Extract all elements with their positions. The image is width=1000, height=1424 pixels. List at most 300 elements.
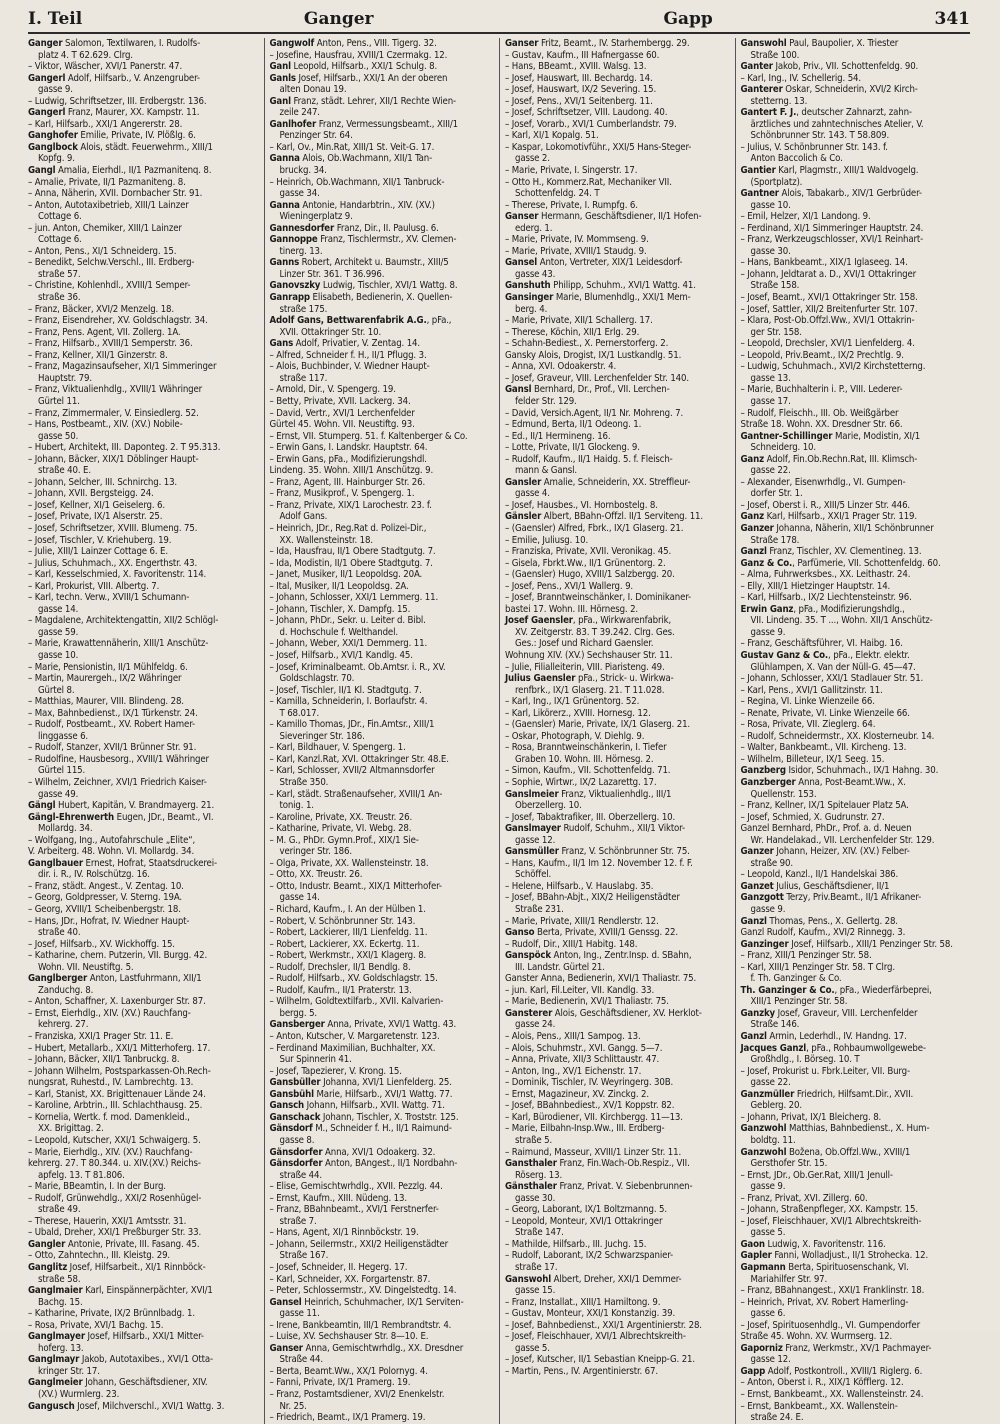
entry-surname: Gansterer: [505, 1007, 553, 1019]
directory-entry-line: – Irene, Bankbeamtin, III/1 Rembrandtstr. 4.: [269, 1319, 452, 1331]
directory-entry-line: – Franz, Installat., XIII/1 Hamiltong. 9.: [505, 1296, 661, 1308]
directory-entry-line: – Josef, Tabaktrafiker, III. Oberzellerg. 10.: [505, 811, 676, 823]
directory-entry-line: Ganns Robert, Architekt u. Baumstr., XIII/5: [269, 257, 449, 269]
directory-entry-line: platz 4. T 62.629. Clrg.: [38, 49, 133, 61]
directory-entry-line: Ganser Fritz, Beamt., IV. Starhembergg. 29.: [505, 38, 690, 49]
directory-entry-line: – Karl, XI/1 Kopalg. 51.: [505, 130, 599, 142]
directory-entry-line: – M. G., PhDr. Gymn.Prof., XIX/1 Sie-: [269, 834, 419, 846]
running-head-first: Ganger: [303, 9, 374, 29]
directory-entry-line: Gantner Alois, Tabakarb., XIV/1 Gerbrüder-: [740, 188, 922, 200]
directory-entry-line: – Marie, Private, XIII/1 Rendlerstr. 12.: [505, 915, 659, 927]
directory-entry-line: – Wolfgang, Ing., Autofahrschule „Elite“,: [28, 834, 196, 846]
directory-entry-line: Gantner-Schillinger Marie, Modistin, XI/1: [740, 430, 921, 442]
directory-entry-line: T 68.017.: [279, 707, 320, 719]
directory-entry-line: XVII. Ottakringer Str. 10.: [279, 326, 382, 338]
directory-entry-line: – Friedrich, Beamt., IX/1 Pramerg. 19.: [269, 1412, 426, 1424]
directory-entry-line: – Alois, Pens., XIII/1 Sampog. 13.: [505, 1031, 641, 1043]
directory-entry-line: – Franz, Werkzeugschlosser, XVI/1 Reinhart-: [740, 234, 924, 246]
directory-entry-line: – Rudolf, Laborant, IX/2 Schwarzspanier-: [505, 1250, 674, 1262]
directory-entry-line: – Josef, Bahnbedienst., XXI/1 Argentinierstr. 28.: [505, 1319, 702, 1331]
directory-entry-line: Erwin Ganz, pFa., Modifizierungshdlg.,: [740, 603, 905, 615]
directory-entry-line: – Rosa, Branntweinschänkerin, I. Tiefer: [505, 742, 667, 754]
directory-entry-line: gasse 10.: [38, 649, 79, 661]
directory-entry-line: V. Arbeiterg. 48. Wohn. VI. Mollardg. 34.: [28, 846, 195, 858]
entry-surname: Ganzl: [740, 546, 767, 558]
directory-entry-line: Ganzet Julius, Geschäftsdiener, II/1: [740, 880, 890, 892]
directory-entry-line: Wieningerplatz 9.: [279, 211, 353, 223]
directory-entry-line: – Franz, Viktualienhdlg., XVIII/1 Währinger: [28, 384, 203, 396]
directory-entry-line: Wr. Handelakad., VII. Lerchenfelder Str. 129.: [750, 834, 935, 846]
directory-entry-line: Ganghofer Emilie, Private, IV. Plößlg. 6.: [28, 130, 196, 142]
entry-surname: Gantier: [740, 165, 776, 177]
directory-entry-line: – Franz, Magazinsaufseher, XI/1 Simmeringer: [28, 361, 217, 373]
directory-entry-line: – Marie, BBeamtin, I. In der Burg.: [28, 1181, 166, 1193]
directory-entry-line: – Johann, Seilermstr., XXI/2 Heiligenstädter: [269, 1238, 449, 1250]
directory-entry-line: – Josef, Graveur, VIII. Lerchenfelder Str. 140.: [505, 372, 689, 384]
directory-entry-line: – Josef, Kriminalbeamt. Ob.Amtsr. i. R., XV.: [269, 661, 446, 673]
directory-entry-line: (Sportplatz).: [750, 176, 803, 188]
directory-entry-line: – Julius, Schuhmach., XX. Engerthstr. 43.: [28, 557, 198, 569]
directory-entry-line: Großhdlg., I. Börseg. 10. T: [750, 1054, 860, 1066]
directory-entry-line: Gersthofer Str. 15.: [750, 1158, 828, 1170]
directory-entry-line: – Karl, Kesselschmied, X. Favoritenstr. 114.: [28, 569, 207, 581]
entry-surname: Gangl: [28, 165, 56, 177]
directory-entry-line: – Franz, BBahnbeamt., XVI/1 Ferstnerfer-: [269, 1204, 439, 1216]
directory-entry-line: Ganter Jakob, Priv., VII. Schottenfeldg. 90.: [740, 61, 919, 73]
entry-surname: Gantner-Schillinger: [740, 430, 833, 442]
directory-entry-line: – Franz, Kellner, XII/1 Ginzerstr. 8.: [28, 349, 168, 361]
directory-entry-line: – Johann, Bäcker, XII/1 Tanbruckg. 8.: [28, 1054, 180, 1066]
directory-entry-line: – Franz, Geschäftsführer, VI. Haibg. 16.: [740, 638, 903, 650]
entry-surname: Gänsdorf: [269, 1123, 313, 1135]
directory-entry-line: – Martin, Maurergeh., IX/2 Währinger: [28, 673, 182, 685]
entry-surname: Ganns: [269, 257, 300, 269]
entry-surname: Gapmann: [740, 1261, 786, 1273]
directory-entry-line: – Anton, Oberst i. R., XIX/1 Köfflerg. 12.: [740, 1377, 904, 1389]
directory-entry-line: Straße 178.: [750, 534, 800, 546]
directory-entry-line: Gansmüller Franz, V. Schönbrunner Str. 75.: [505, 846, 690, 858]
directory-entry-line: Gansel Anton, Vertreter, XIX/1 Leidesdorf-: [505, 257, 683, 269]
entry-surname: Ganswohl: [740, 38, 787, 49]
directory-entry-line: – Ludwig, Schriftsetzer, III. Erdbergstr. 136.: [28, 95, 207, 107]
directory-entry-line: gasse 22.: [750, 465, 791, 477]
directory-entry-line: – Katharine, chem. Putzerin, VII. Burgg. 42.: [28, 950, 208, 962]
directory-entry-line: – Johann, Weber, XXI/1 Demmerg. 11.: [269, 638, 428, 650]
directory-entry-line: gasse 12.: [750, 1354, 791, 1366]
directory-entry-line: III. Landstr. Gürtel 21.: [515, 961, 605, 973]
directory-entry-line: Julius Gaensler pFa., Strick- u. Wirkwa-: [505, 673, 674, 685]
directory-entry-line: – Franz, Kellner, IX/1 Spitelauer Platz 5A.: [740, 800, 909, 812]
directory-entry-line: Ganzinger Josef, Hilfsarb., XIII/1 Penzinger Str. 58.: [740, 938, 953, 950]
directory-entry-line: – Josef, Kutscher, II/1 Sebastian Kneipp-G. 21.: [505, 1354, 695, 1366]
directory-entry-line: – Elise, Gemischtwrhdlg., XVII. Pezzlg. 44.: [269, 1181, 443, 1193]
directory-entry-line: – Karl, Hilfsarb., IX/2 Liechtensteinstr. 96.: [740, 592, 912, 604]
directory-entry-line: – Johann, Tischler, X. Dampfg. 15.: [269, 603, 411, 615]
directory-entry-line: Gänsler Albert, BBahn-Offzl. II/1 Serviteng. 11.: [505, 511, 703, 523]
directory-entry-line: – Hubert, Architekt, III. Daponteg. 2. T 95.313.: [28, 442, 221, 454]
directory-entry-line: Gansberger Anna, Private, XVI/1 Wattg. 43.: [269, 1019, 457, 1031]
entry-surname: Gangwolf: [269, 38, 315, 49]
directory-entry-line: – Hans, Bankbeamt., XIX/1 Iglaseeg. 14.: [740, 257, 908, 269]
directory-entry-line: Ganzgott Terzy, Priv.Beamt., II/1 Afrikaner-: [740, 892, 922, 904]
directory-entry-line: – Franz, Pens. Agent, VII. Zollerg. 1A.: [28, 326, 181, 338]
directory-entry-line: gasse 9.: [750, 626, 786, 638]
directory-entry-line: – Johann, Jeldtarat a. D., XVI/1 Ottakringer: [740, 268, 917, 280]
directory-entry-line: Ganz & Co., Parfümerie, VII. Schottenfeldg. 60.: [740, 557, 941, 569]
directory-entry-line: Ganzwohl Božena, Ob.Offzl.Ww., XVIII/1: [740, 1146, 911, 1158]
directory-entry-line: Gangerl Adolf, Hilfsarb., V. Anzengruber-: [28, 72, 200, 84]
directory-entry-line: – Anton, Ing., XV/1 Eichenstr. 17.: [505, 1065, 642, 1077]
directory-entry-line: Straße 146.: [750, 1019, 800, 1031]
entry-surname: Gansl: [505, 384, 532, 396]
directory-entry-line: – Marie, Eierhdlg., XIV. (XV.) Rauchfang-: [28, 1146, 193, 1158]
directory-entry-line: – Leopold, Monteur, XVI/1 Ottakringer: [505, 1215, 663, 1227]
entry-surname: Ganzet: [740, 880, 774, 892]
directory-entry-line: – Kamillo Thomas, JDr., Fin.Amtsr., XIII/1: [269, 719, 435, 731]
directory-entry-line: Ganglmayer Josef, Hilfsarb., XXI/1 Mitter-: [28, 1331, 204, 1343]
directory-entry-line: – Wilhelm, Billeteur, IX/1 Seeg. 15.: [740, 753, 885, 765]
directory-entry-line: – David, Versich.Agent, II/1 Nr. Mohreng. 7.: [505, 407, 684, 419]
entry-surname: Ganl: [269, 61, 291, 73]
directory-entry-line: – Otto, Industr. Beamt., XIX/1 Mitterhofer-: [269, 880, 442, 892]
directory-entry-line: Ganster Anna, Bedienerin, XVI/1 Thaliastr. 75.: [505, 973, 697, 985]
directory-entry-line: gasse 30.: [515, 1192, 556, 1204]
directory-entry-line: straße 7.: [279, 1215, 317, 1227]
directory-entry-line: dorfer Str. 1.: [750, 488, 803, 500]
directory-entry-line: Gangler Antonie, Private, III. Fasang. 45.: [28, 1238, 200, 1250]
directory-entry-line: Ganswohl Albert, Dreher, XXI/1 Demmer-: [505, 1273, 682, 1285]
directory-entry-line: – Franz, Privat, XVI. Zillerg. 60.: [740, 1192, 868, 1204]
directory-entry-line: dir. i. R., IV. Rolschützg. 16.: [38, 869, 150, 881]
directory-entry-line: – Josef, Schriftsetzer, XVIII. Blumeng. 75.: [28, 522, 198, 534]
directory-entry-line: – Ital, Musiker, II/1 Leopoldsg. 2A.: [269, 580, 409, 592]
directory-entry-line: – Elly, XIII/1 Hietzinger Hauptstr. 14.: [740, 580, 891, 592]
directory-entry-line: gasse 49.: [38, 788, 79, 800]
directory-entry-line: – Leopold, Priv.Beamt., IX/2 Prechtlg. 9.: [740, 349, 904, 361]
directory-entry-line: Gapler Fanni, Wolladjust., II/1 Strohecka. 12.: [740, 1250, 929, 1262]
directory-entry-line: – Rudolf, Fleischh., III. Ob. Weißgärber: [740, 407, 899, 419]
directory-entry-line: Ganzberg Isidor, Schuhmach., IX/1 Hahng. 30.: [740, 765, 939, 777]
directory-entry-line: straße 24. E.: [750, 1412, 804, 1424]
directory-entry-line: – Rudolf, Hilfsarb., XV. Goldschlagstr. 15.: [269, 973, 438, 985]
directory-entry-line: – Rudolf, Stanzer, XVII/1 Brünner Str. 91.: [28, 742, 197, 754]
directory-entry-line: Ganterer Oskar, Schneiderin, XVI/2 Kirch-: [740, 84, 918, 96]
directory-entry-line: kehrerg. 27.: [38, 1019, 89, 1031]
directory-entry-line: – Hans, BBeamt., XVIII. Walsg. 13.: [505, 61, 647, 73]
directory-entry-line: gasse 12.: [515, 834, 556, 846]
directory-entry-line: – Ernst, Kaufm., XIII. Nüdeng. 13.: [269, 1192, 407, 1204]
entry-surname: Ganschack: [269, 1111, 321, 1123]
entry-surname: Gängl-Ehrenwerth: [28, 811, 115, 823]
directory-entry-line: – Marie, Private, I. Singerstr. 17.: [505, 165, 638, 177]
directory-entry-line: Ganzberger Anna, Post-Beamt.Ww., X.: [740, 777, 906, 788]
directory-entry-line: Gangwolf Anton, Pens., VIII. Tigerg. 32.: [269, 38, 437, 49]
directory-entry-line: Hauptstr. 79.: [38, 372, 92, 384]
directory-entry-line: Mariahilfer Str. 97.: [750, 1273, 828, 1285]
directory-entry-line: – Kaspar, Lokomotivführ., XXI/5 Hans-Steger-: [505, 141, 692, 153]
directory-entry-line: – Robert, V. Schönbrunner Str. 143.: [269, 915, 416, 927]
directory-entry-line: Josef Gaensler, pFa., Wirkwarenfabrik,: [505, 615, 672, 627]
directory-entry-line: – Matthias, Maurer, VIII. Blindeng. 28.: [28, 696, 184, 708]
directory-entry-line: – Josef, Hausbes., VI. Hornbostelg. 8.: [505, 499, 658, 511]
directory-entry-line: Ganl Franz, städt. Lehrer, XII/1 Rechte Wien-: [269, 95, 456, 107]
directory-entry-line: Ganso Berta, Private, XVIII/1 Genssg. 22.: [505, 927, 678, 939]
directory-entry-line: Linzer Str. 361. T 36.996.: [279, 268, 385, 280]
directory-entry-line: – Emilie, Juliusg. 10.: [505, 534, 589, 546]
directory-entry-line: Schönbrunner Str. 143. T 58.809.: [750, 130, 890, 142]
entry-surname: Ganzky: [740, 1007, 776, 1019]
directory-entry-line: – Robert, Lackierer, XX. Eckertg. 11.: [269, 938, 420, 950]
directory-entry-line: – Rudolf, Drechsler, II/1 Bendlg. 8.: [269, 961, 411, 973]
directory-entry-line: – Ubald, Dreher, XXI/1 Preßburger Str. 33.: [28, 1227, 202, 1239]
directory-entry-line: – Emil, Helzer, XI/1 Landong. 9.: [740, 211, 871, 223]
directory-entry-line: Gansel Heinrich, Schuhmacher, IX/1 Serviten-: [269, 1296, 464, 1308]
directory-entry-line: Ges.: Josef und Richard Gaensler.: [515, 638, 654, 650]
directory-entry-line: – Erwin Gans, I. Landskr. Hauptstr. 64.: [269, 442, 428, 454]
directory-entry-line: – Luise, XV. Sechshauser Str. 8—10. E.: [269, 1331, 429, 1343]
directory-entry-line: – Sophie, Wirtwr., IX/2 Lazarettg. 17.: [505, 777, 657, 788]
directory-entry-line: stetterng. 13.: [750, 95, 808, 107]
directory-entry-line: – Franz, Postamtsdiener, XVI/2 Enenkelstr.: [269, 1388, 445, 1400]
directory-entry-line: – Dominik, Tischler, IV. Weyringerg. 30B.: [505, 1077, 674, 1089]
directory-entry-line: – Martin, Pens., IV. Argentinierstr. 67.: [505, 1365, 658, 1377]
directory-entry-line: Ganschack Johann, Tischler, X. Troststr. 125.: [269, 1111, 459, 1123]
directory-entry-line: – Heinrich, Privat, XV. Robert Hamerling-: [740, 1296, 909, 1308]
entry-surname: Ganzl: [740, 1031, 767, 1043]
directory-entry-line: Ganslmayer Rudolf, Schuhm., XII/1 Viktor-: [505, 823, 685, 835]
entry-surname: Gannoppe: [269, 234, 318, 246]
directory-entry-line: Gapp Adolf, Postkontroll., XVIII/1 Riglerg. 6.: [740, 1365, 923, 1377]
directory-entry-line: Gangl Amalia, Eierhdl., II/1 Pazmanitenq. 8.: [28, 165, 212, 177]
directory-entry-line: – Janet, Musiker, II/1 Leopoldsg. 20A.: [269, 569, 423, 581]
directory-entry-line: – Kornelia, Wertk. f. mod. Damenkleid.,: [28, 1111, 190, 1123]
directory-entry-line: – Arnold, Dir., V. Spengerg. 19.: [269, 384, 396, 396]
directory-entry-line: Ganzer Johann, Heizer, XIV. (XV.) Felber-: [740, 846, 910, 858]
directory-entry-line: – Josef, Schneider, II. Hegerg. 17.: [269, 1261, 408, 1273]
directory-entry-line: – Franz, Hilfsarb., XVIII/1 Semperstr. 36.: [28, 338, 193, 350]
directory-entry-line: – Josef, Fleischhauer, XVI/1 Albrechtskreith-: [505, 1331, 686, 1343]
directory-entry-line: boldtg. 11.: [750, 1134, 796, 1146]
directory-entry-line: – Josef, Hauswart, IX/2 Severing. 15.: [505, 84, 657, 96]
directory-entry-line: Gürtel 115.: [38, 765, 86, 777]
entry-surname: Gaporniz: [740, 1342, 783, 1354]
directory-entry-line: – Rudolf, Dir., XIII/1 Habitg. 148.: [505, 938, 638, 950]
directory-entry-line: – Klara, Post-Ob.Offzl.Ww., XVI/1 Ottakrin-: [740, 315, 915, 327]
directory-entry-line: Kopfg. 9.: [38, 153, 75, 165]
directory-entry-line: nungsrat, Ruhestd., IV. Lambrechtg. 13.: [28, 1077, 194, 1089]
entry-surname: Gustav Ganz & Co.: [740, 649, 829, 661]
directory-entry-line: – Johann Wilhelm, Postsparkassen-Oh.Rech-: [28, 1065, 211, 1077]
entry-surname: Gantert F. J.: [740, 107, 797, 119]
directory-entry-line: – Schahn-Bediest., X. Pernerstorferg. 2.: [505, 338, 669, 350]
page-header: [28, 6, 970, 34]
directory-entry-line: Ganswohl Paul, Baupolier, X. Triester: [740, 38, 899, 49]
directory-entry-line: Adolf Gans.: [279, 511, 328, 523]
directory-entry-line: Gustav Ganz & Co., pFa., Elektr. elektr.: [740, 649, 910, 661]
entry-surname: Ganls: [269, 72, 296, 84]
directory-entry-line: – Josef, Schmied, X. Gudrunstr. 27.: [740, 811, 885, 823]
directory-entry-line: – jun. Karl, Fil.Leiter, VII. Kandlg. 33.: [505, 984, 655, 996]
directory-entry-line: Mollardg. 34.: [38, 823, 93, 835]
directory-entry-line: – Ernst, Bankbeamt., XX. Wallenstein-: [740, 1400, 898, 1412]
entry-surname: Gapp: [740, 1365, 766, 1377]
directory-entry-line: – Ernst, Eierhdlg., XIV. (XV.) Rauchfang-: [28, 1007, 191, 1019]
entry-surname: Ganna: [269, 199, 300, 211]
directory-entry-line: – Karl, Prokurist, VIII. Albertg. 7.: [28, 580, 160, 592]
directory-entry-line: ger Str. 158.: [750, 326, 802, 338]
entry-surname: Gantner: [740, 188, 779, 200]
entry-surname: Ganslmeier: [505, 788, 559, 800]
entry-surname: Th. Ganzinger & Co.: [740, 984, 835, 996]
entry-surname: Ganger: [28, 38, 63, 49]
entry-surname: Gangusch: [28, 1400, 75, 1412]
entry-surname: Ganglmaier: [28, 1285, 83, 1297]
directory-entry-line: – Josef, Oberst i. R., XIII/5 Linzer Str. 446.: [740, 499, 911, 511]
entry-surname: Ganlhofer: [269, 118, 317, 130]
directory-entry-line: – Ed., II/1 Hermineng. 16.: [505, 430, 611, 442]
directory-entry-line: Gannesdorfer Franz, Dir., II. Paulusg. 6.: [269, 222, 439, 234]
directory-entry-line: straße 57.: [38, 268, 81, 280]
directory-entry-line: Straße 167.: [279, 1250, 329, 1262]
directory-entry-line: – Anton, Schaffner, X. Laxenburger Str. 87.: [28, 996, 206, 1008]
directory-entry-line: – Karl, techn. Verw., XVIII/1 Schumann-: [28, 592, 190, 604]
directory-entry-line: – Franz, Private, XIX/1 Larochestr. 23. f.: [269, 499, 432, 511]
directory-entry-line: Gänsdorf M., Schneider f. H., II/1 Raimund-: [269, 1123, 452, 1135]
directory-entry-line: – Renate, Private, VI. Linke Wienzeile 66.: [740, 707, 910, 719]
directory-entry-line: – Karl, Ing., IV. Schellerig. 54.: [740, 72, 861, 84]
directory-entry-line: gasse 15.: [515, 1285, 556, 1297]
directory-entry-line: – Ernst, JDr., Ob.Ger.Rat, XIII/1 Jenull-: [740, 1169, 893, 1181]
directory-entry-line: Ganna Alois, Ob.Wachmann, XII/1 Tan-: [269, 153, 433, 165]
directory-entry-line: Straße 45. Wohn. XV. Wurmserg. 12.: [740, 1331, 893, 1343]
directory-entry-line: – Rudolf, Postbeamt., XV. Robert Hamer-: [28, 719, 195, 731]
directory-entry-line: – Rudolf, Schneidermstr., XX. Klosterneubr. 14.: [740, 730, 935, 742]
directory-entry-line: – Berta, Beamt.Ww., XX/1 Polornyg. 4.: [269, 1365, 428, 1377]
entry-surname: Ganzwohl: [740, 1123, 787, 1135]
directory-entry-line: – Karoline, Arbtrin., III. Schlachthausg. 25.: [28, 1100, 203, 1112]
directory-entry-line: gasse 9.: [750, 1181, 786, 1193]
directory-entry-line: – Alfred, Schneider f. H., II/1 Pflugg. 3.: [269, 349, 427, 361]
directory-entry-line: – Robert, Lackierer, III/1 Lienfeldg. 11.: [269, 927, 428, 939]
directory-entry-line: – Josef, Kellner, XI/1 Geiselerg. 6.: [28, 499, 165, 511]
directory-entry-line: Gaporniz Franz, Werkmstr., XV/1 Pachmayer-: [740, 1342, 932, 1354]
directory-entry-line: straße 49.: [38, 1204, 81, 1216]
entry-surname: Ganl: [269, 95, 291, 107]
running-heads: [304, 9, 713, 29]
directory-entry-line: veringer Str. 186.: [279, 846, 352, 858]
directory-entry-line: – Karl, Hilfsarb., XXI/1 Angererstr. 28.: [28, 118, 183, 130]
directory-entry-line: – Josef, Pens., XVI/1 Seitenberg. 11.: [505, 95, 653, 107]
column-4: [735, 38, 971, 1424]
directory-entry-line: straße 36.: [38, 292, 81, 304]
entry-surname: Ganser: [269, 1342, 303, 1354]
directory-entry-line: – Mathilde, Hilfsarb., III. Juchg. 15.: [505, 1238, 647, 1250]
directory-entry-line: – Rosa, Private, VII. Zieglerg. 64.: [740, 719, 876, 731]
directory-entry-line: Glühlampen, X. Van der Nüll-G. 45—47.: [750, 661, 916, 673]
entry-surname: Ganser: [505, 211, 539, 223]
directory-entry-line: straße 44.: [279, 1169, 322, 1181]
directory-entry-line: – Katharine, Private, VI. Webg. 28.: [269, 823, 412, 835]
directory-entry-line: – Marie, Krawattennäherin, XIII/1 Anschütz-: [28, 638, 209, 650]
directory-entry-line: Graben 10. Wohn. III. Hörnesg. 2.: [515, 753, 654, 765]
directory-entry-line: gasse 13.: [750, 372, 791, 384]
directory-entry-line: – Johann, Schlosser, XXI/1 Lemmerg. 11.: [269, 592, 439, 604]
entry-surname: Ganzberger: [740, 777, 796, 788]
directory-entry-line: Ganshuth Philipp, Schuhm., XVI/1 Wattg. 41.: [505, 280, 696, 292]
directory-entry-line: – Julius, V. Schönbrunner Str. 143. f.: [740, 141, 888, 153]
directory-entry-line: gasse 6.: [750, 1308, 786, 1320]
entry-surname: Ganterer: [740, 84, 783, 96]
directory-entry-line: Gantert F. J., deutscher Zahnarzt, zahn-: [740, 107, 912, 119]
running-head-last: Gapp: [663, 9, 713, 29]
directory-columns: [28, 38, 970, 1424]
directory-entry-line: – Josef, Tapezierer, V. Krong. 15.: [269, 1065, 402, 1077]
directory-entry-line: XX. Wallensteinstr. 18.: [279, 534, 373, 546]
directory-entry-line: Gangerl Franz, Maurer, XX. Kampstr. 11.: [28, 107, 200, 119]
directory-entry-line: gasse 30.: [750, 245, 791, 257]
directory-entry-line: XX. Brigittag. 2.: [38, 1123, 104, 1135]
entry-surname: Ganna: [269, 153, 300, 165]
directory-entry-line: Ganzmüller Friedrich, Hilfsamt.Dir., XVII.: [740, 1088, 914, 1100]
entry-surname: Ganzer: [740, 522, 774, 534]
directory-entry-line: – Therese, Köchin, XII/1 Erlg. 29.: [505, 326, 640, 338]
directory-entry-line: Gansch Johann, Hilfsarb., XVII. Wattg. 71.: [269, 1100, 445, 1112]
directory-entry-line: – Josef, Tischler, V. Kriehuberg. 19.: [28, 534, 172, 546]
entry-surname: Ganzl: [740, 915, 767, 927]
entry-surname: Adolf Gans, Bettwarenfabrik A.G.: [269, 315, 427, 327]
directory-entry-line: – Rudolf, Kaufm., II/1 Haidg. 5. f. Fleisch-: [505, 453, 673, 465]
directory-entry-line: Ganglbock Alois, städt. Feuerwehrm., XIII/1: [28, 141, 213, 153]
directory-entry-line: Ganzl Armin, Lederhdl., IV. Handng. 17.: [740, 1031, 907, 1043]
entry-surname: Ganshuth: [505, 280, 551, 292]
directory-entry-line: – Walter, Bankbeamt., VII. Kircheng. 13.: [740, 742, 907, 754]
directory-entry-line: – Ferdinand, XI/1 Simmeringer Hauptstr. 24.: [740, 222, 924, 234]
directory-entry-line: – Marie, Private, IV. Mommseng. 9.: [505, 234, 649, 246]
entry-surname: Ganzgott: [740, 892, 784, 904]
directory-entry-line: Ganglitz Josef, Hilfsarbeit., XI/1 Rinnböck-: [28, 1261, 206, 1273]
directory-entry-line: – Marie, Bedienerin, XVI/1 Thaliastr. 75.: [505, 996, 669, 1008]
directory-entry-line: XV. Zeitgerstr. 83. T 39.242. Clrg. Ges.: [515, 626, 675, 638]
directory-entry-line: – Marie, Buchhalterin i. P., VIII. Lederer-: [740, 384, 903, 396]
directory-entry-line: Ganser Hermann, Geschäftsdiener, II/1 Hofen-: [505, 211, 702, 223]
directory-entry-line: ärztliches und zahntechnisches Atelier, V.: [750, 118, 924, 130]
directory-entry-line: straße 175.: [279, 303, 328, 315]
directory-entry-line: Ganslmeier Franz, Viktualienhdlg., III/1: [505, 788, 672, 800]
directory-entry-line: felder Str. 129.: [515, 395, 577, 407]
directory-entry-line: Schottenfeldg. 24. T: [515, 188, 600, 200]
directory-entry-line: Ganglmeier Johann, Geschäftsdiener, XIV.: [28, 1377, 208, 1389]
directory-entry-line: berg. 4.: [515, 303, 548, 315]
directory-entry-line: Sieveringer Str. 186.: [279, 730, 365, 742]
directory-entry-line: – Hans, Agent, XI/1 Rinnböckstr. 19.: [269, 1227, 419, 1239]
directory-entry-line: – Josef, Beamt., XVI/1 Ottakringer Str. 158.: [740, 292, 918, 304]
entry-surname: Ganzinger: [740, 938, 789, 950]
entry-surname: Gansbühl: [269, 1088, 314, 1100]
directory-entry-line: – Olga, Private, XX. Wallensteinstr. 18.: [269, 857, 429, 869]
entry-surname: Gaon: [740, 1238, 765, 1250]
entry-surname: Gangerl: [28, 72, 66, 84]
column-3: [499, 38, 735, 1424]
directory-entry-line: – Raimund, Masseur, XVIII/1 Linzer Str. 11.: [505, 1146, 682, 1158]
directory-entry-line: Ganzel Bernhard, PhDr., Prof. a. d. Neuen: [740, 823, 912, 835]
directory-entry-line: Ganz Karl, Hilfsarb., XXI/1 Prager Str. 119.: [740, 511, 917, 523]
directory-entry-line: Anton Baccolich & Co.: [750, 153, 843, 165]
entry-surname: Gapler: [740, 1250, 772, 1262]
directory-entry-line: Ganglmaier Karl, Einspännerpächter, XVI/1: [28, 1285, 213, 1297]
directory-entry-line: – Anton, Autotaxibetrieb, XIII/1 Lainzer: [28, 199, 189, 211]
directory-entry-line: VII. Lindeng. 35. T ..., Wohn. XII/1 Anschütz-: [750, 615, 933, 627]
directory-entry-line: straße 5.: [515, 1134, 553, 1146]
